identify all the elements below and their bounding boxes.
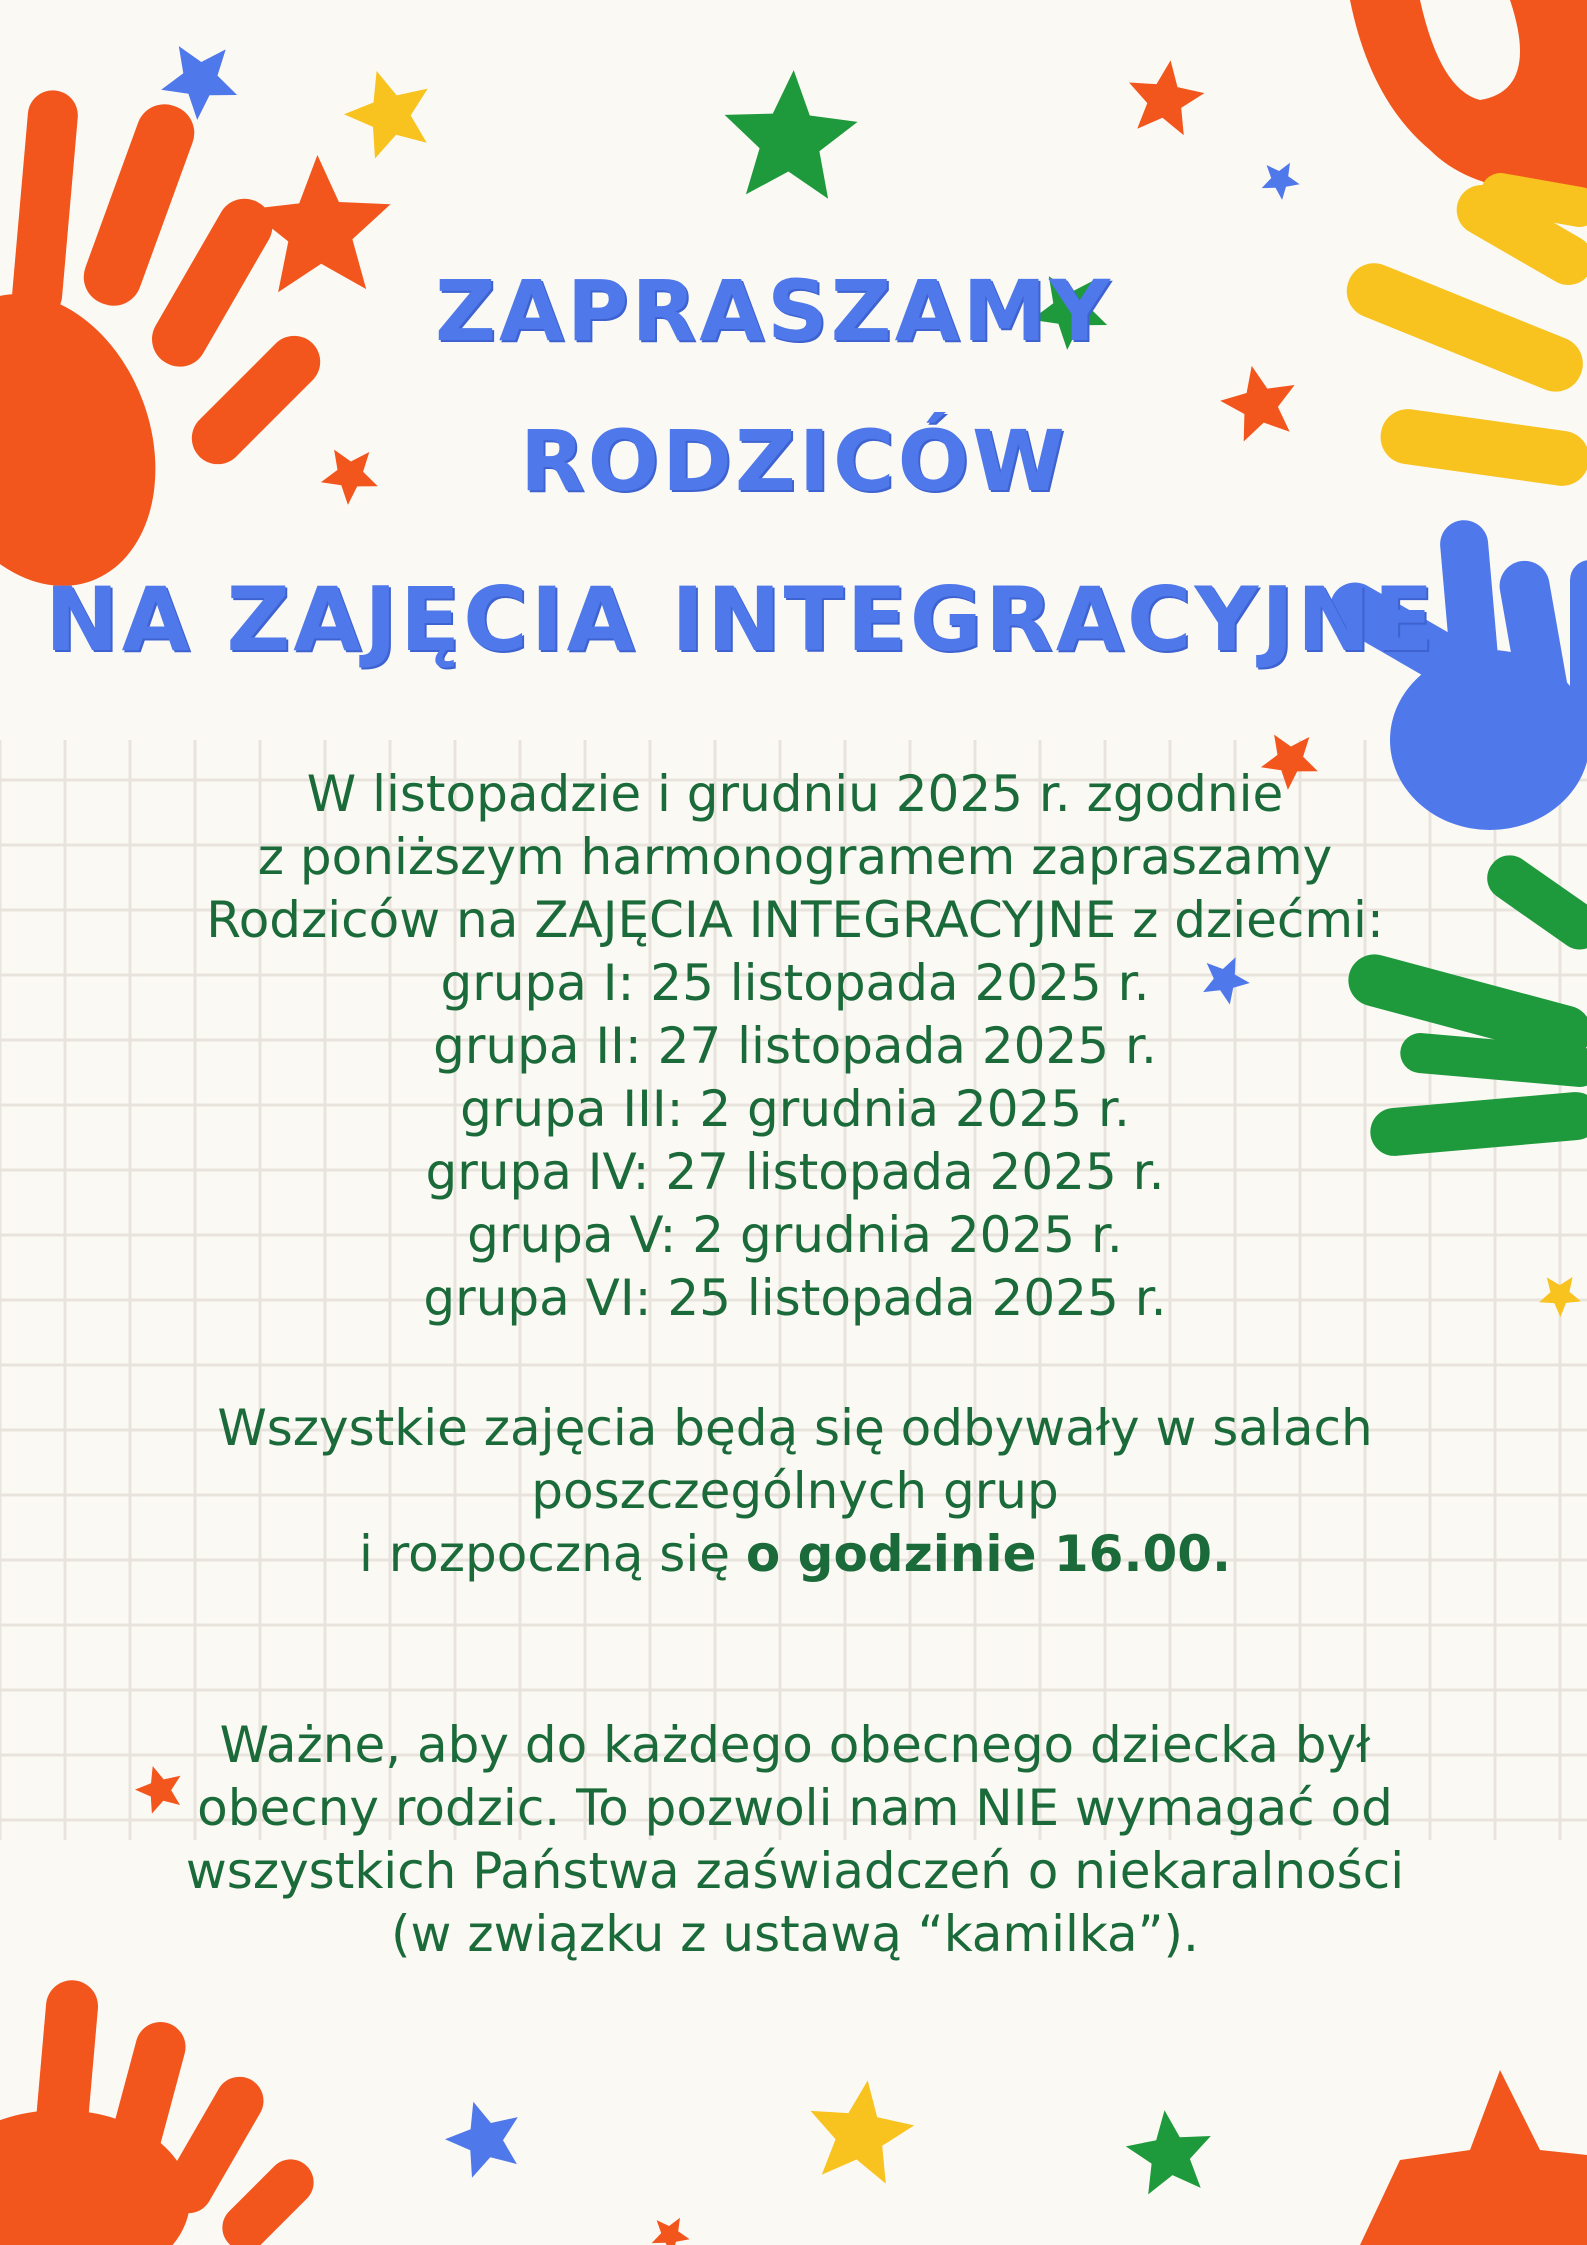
location-line-2: poszczególnych grup xyxy=(531,1462,1059,1520)
schedule-item: grupa VI: 25 listopada 2025 r. xyxy=(423,1269,1167,1327)
note-line-1: Ważne, aby do każdego obecnego dziecka był xyxy=(219,1716,1371,1774)
schedule-item: grupa IV: 27 listopada 2025 r. xyxy=(425,1143,1165,1201)
title-line-1: ZAPRASZAMY xyxy=(435,262,1114,360)
note-line-4: (w związku z ustawą “kamilka”). xyxy=(391,1905,1199,1963)
star-icon xyxy=(1126,2110,1211,2194)
star-icon xyxy=(652,2218,690,2245)
schedule-section xyxy=(80,763,1510,1330)
location-section xyxy=(80,1397,1510,1586)
star-icon xyxy=(344,71,428,159)
note-line-2: obecny rodzic. To pozwoli nam NIE wymagać od xyxy=(197,1779,1393,1837)
location-line-1: Wszystkie zajęcia będą się odbywały w salach xyxy=(217,1399,1373,1457)
star-icon xyxy=(811,2081,915,2184)
star-icon xyxy=(321,450,378,505)
start-text: i rozpoczną się xyxy=(358,1525,746,1583)
handprint-icon xyxy=(1360,2070,1587,2245)
star-icon xyxy=(248,155,391,292)
note-section xyxy=(80,1714,1510,1966)
handprint-icon xyxy=(1350,0,1587,192)
schedule-item: grupa I: 25 listopada 2025 r. xyxy=(440,954,1150,1012)
star-icon xyxy=(445,2102,518,2178)
handprint-icon xyxy=(0,1978,323,2245)
note-line-3: wszystkich Państwa zaświadczeń o niekaralności xyxy=(185,1842,1405,1900)
title-line-2: RODZICÓW xyxy=(520,412,1068,510)
handprint-icon xyxy=(1339,170,1587,489)
star-icon xyxy=(1220,366,1294,442)
schedule-item: grupa V: 2 grudnia 2025 r. xyxy=(467,1206,1123,1264)
intro-line-2: z poniższym harmonogramem zapraszamy xyxy=(257,828,1333,886)
intro-line-1: W listopadzie i grudniu 2025 r. zgodnie xyxy=(306,765,1284,823)
title-line-3: NA ZAJĘCIA INTEGRACYJNE xyxy=(45,568,1437,671)
schedule-item: grupa II: 27 listopada 2025 r. xyxy=(433,1017,1157,1075)
star-icon xyxy=(1262,163,1300,200)
handprint-icon xyxy=(0,88,331,618)
intro-line-3: Rodziców na ZAJĘCIA INTEGRACYJNE z dziećmi: xyxy=(206,891,1384,949)
star-icon xyxy=(1129,60,1204,135)
star-icon xyxy=(725,70,858,199)
location-line-3 xyxy=(80,1523,1510,1586)
start-time: o godzinie 16.00. xyxy=(745,1525,1232,1583)
schedule-item: grupa III: 2 grudnia 2025 r. xyxy=(460,1080,1130,1138)
